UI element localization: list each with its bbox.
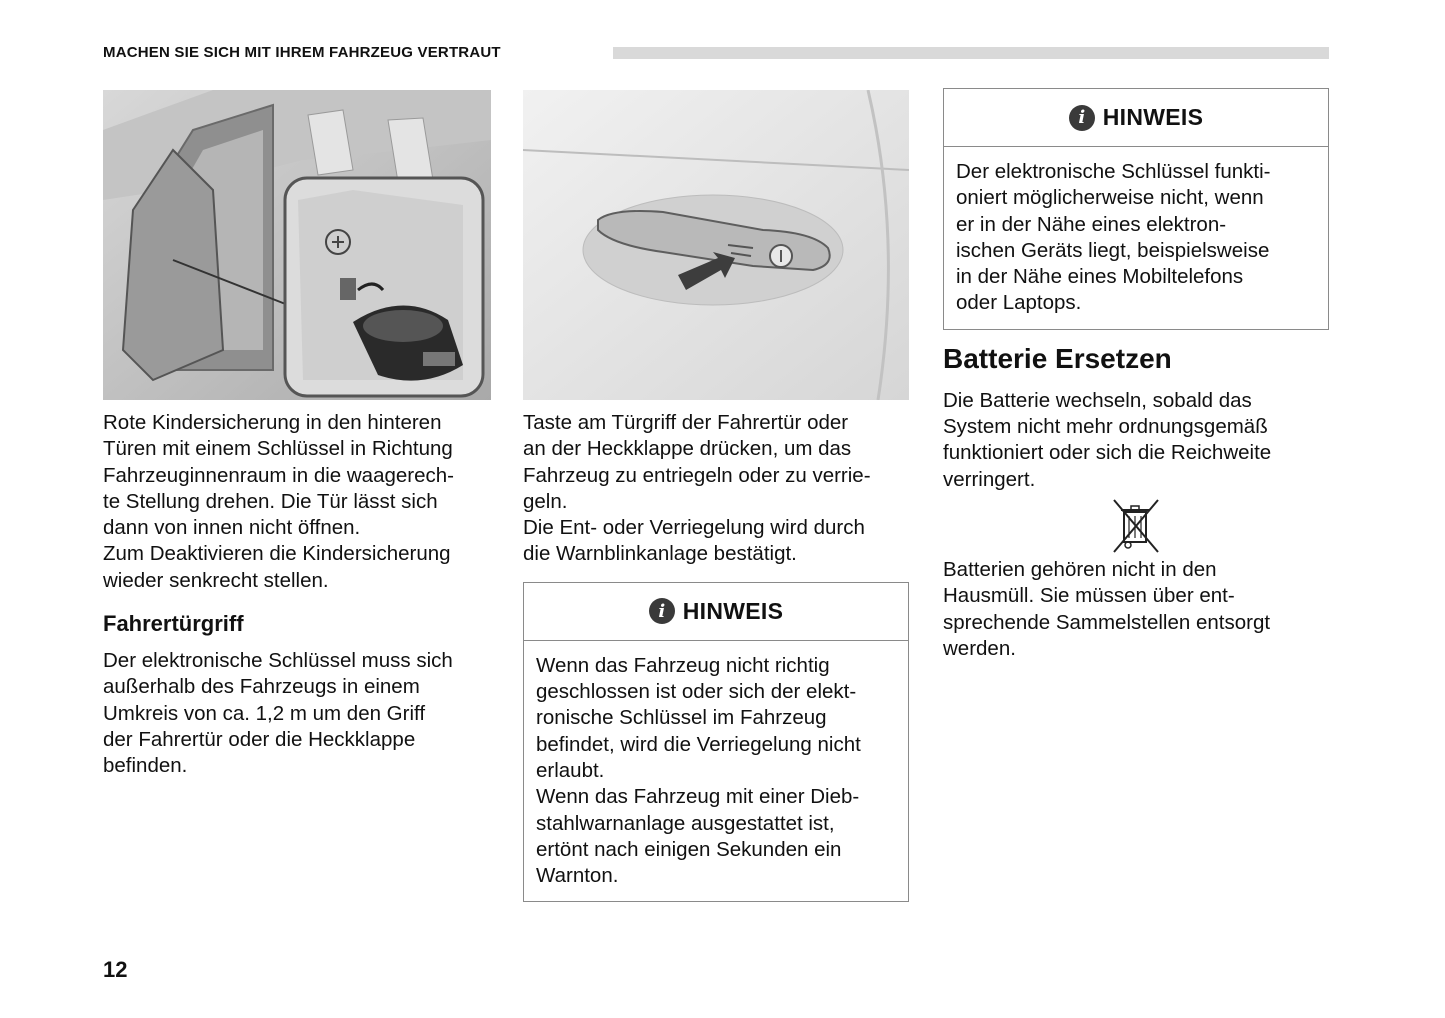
- child-lock-caption: Rote Kindersicherung in den hinteren Türen mit einem Schlüssel in Richtung Fahrzeuginnenraum in die waagerech- te Stellung drehen. Die Tür lässt sich dann von innen nicht öffnen. Zum Deaktivieren die Kindersicherung wieder senkrecht stellen.: [103, 411, 454, 592]
- notice-box-locking: [523, 582, 909, 903]
- notice-box-key-interference: [943, 88, 1329, 330]
- notice-header: [524, 583, 908, 641]
- battery-paragraph: Die Batterie wechseln, sobald das System nicht mehr ordnungsgemäß funktioniert oder sich die Reichweite verringert.: [943, 388, 1272, 491]
- door-handle-caption: Taste am Türgriff der Fahrertür oder an der Heckklappe drücken, um das Fahrzeug zu entriegeln oder zu verrie- geln. Die Ent- oder Verriegelung wird durch die Warnblinkanlage bestätigt.: [523, 411, 871, 566]
- page-number: 12: [103, 957, 128, 982]
- driver-door-handle-paragraph: Der elektronische Schlüssel muss sich außerhalb des Fahrzeugs in einem Umkreis von ca. 1,2 m um den Griff der Fahrertür oder die Heckklappe befinden.: [103, 649, 453, 778]
- notice-header: [944, 89, 1328, 147]
- crossed-out-bin-icon: [943, 497, 1329, 555]
- battery-disposal-paragraph: Batterien gehören nicht in den Hausmüll. Sie müssen über ent- sprechende Sammelstellen entsorgt werden.: [943, 557, 1271, 660]
- header-rule: [613, 47, 1329, 59]
- column-right: [943, 88, 1329, 662]
- info-icon: i: [649, 598, 675, 624]
- column-middle: [523, 90, 909, 902]
- section-heading-battery: Batterie Ersetzen: [943, 342, 1172, 374]
- notice-title: HINWEIS: [1102, 104, 1204, 130]
- notice-text: Wenn das Fahrzeug nicht richtig geschlossen ist oder sich der elekt- ronische Schlüssel im Fahrzeug befindet, wird die Verriegelung nicht erlaubt. Wenn das Fahrzeug mit einer Dieb- stahlwarnanlage ausgestattet ist, ertönt nach einigen Sekunden ein Warnton.: [536, 653, 861, 888]
- section-heading-driver-door-handle: Fahrertürgriff: [103, 611, 244, 637]
- column-left: [103, 90, 491, 780]
- info-icon: i: [1069, 105, 1095, 131]
- notice-title: HINWEIS: [682, 597, 784, 624]
- running-header: MACHEN SIE SICH MIT IHREM FAHRZEUG VERTRAUT: [103, 44, 501, 61]
- notice-text: Der elektronische Schlüssel funkti- oniert möglicherweise nicht, wenn er in der Nähe eines elektron- ischen Geräts liegt, beispielsweise in der Nähe eines Mobiltelefons oder Laptops.: [956, 160, 1271, 315]
- door-handle-illustration: [523, 90, 909, 400]
- child-lock-illustration: [103, 90, 491, 400]
